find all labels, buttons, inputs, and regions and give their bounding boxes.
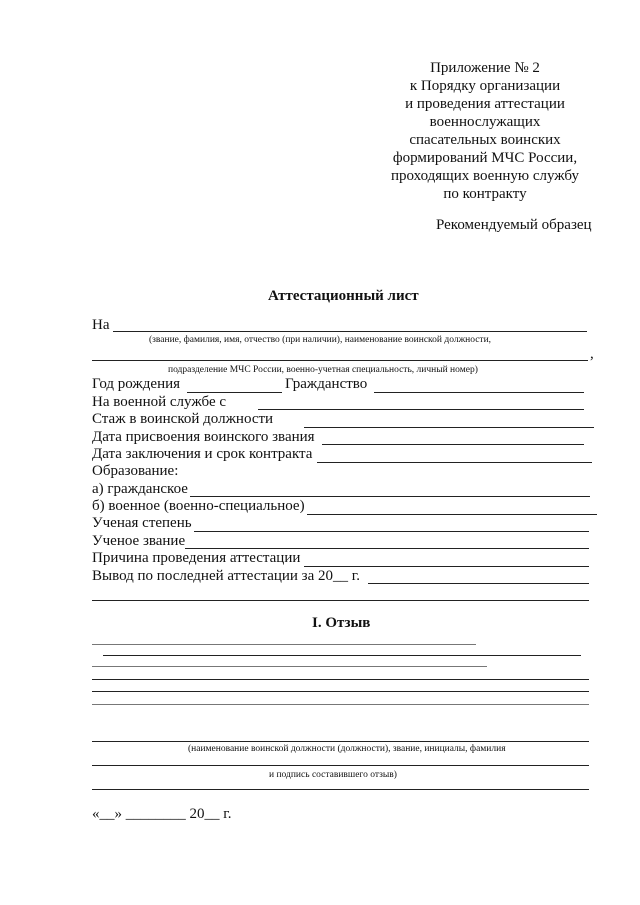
review-line[interactable] bbox=[103, 655, 581, 656]
service-since-field[interactable] bbox=[258, 409, 584, 410]
header-line: проходящих военную службу bbox=[390, 168, 579, 184]
contract-label: Дата заключения и срок контракта bbox=[92, 446, 313, 462]
birth-year-label: Год рождения bbox=[92, 376, 181, 392]
conclusion-field[interactable] bbox=[368, 583, 589, 584]
na-field-line[interactable] bbox=[113, 331, 587, 332]
degree-label: Ученая степень bbox=[92, 515, 192, 531]
birth-year-field[interactable] bbox=[187, 392, 282, 393]
na-hint-2: подразделение МЧС России, военно-учетная специальность, личный номер) bbox=[168, 365, 478, 375]
review-line[interactable] bbox=[92, 679, 589, 680]
citizenship-field[interactable] bbox=[374, 392, 584, 393]
service-since-label: На военной службе с bbox=[92, 394, 227, 410]
header-line: Приложение № 2 bbox=[430, 60, 540, 76]
rank-date-field[interactable] bbox=[322, 444, 584, 445]
appendix-header bbox=[360, 59, 610, 203]
reason-field[interactable] bbox=[304, 566, 589, 567]
header-line: и проведения аттестации bbox=[405, 96, 565, 112]
review-line[interactable] bbox=[92, 691, 589, 692]
review-title: I. Отзыв bbox=[312, 615, 371, 631]
header-line: спасательных воинских bbox=[409, 132, 561, 148]
reviewer-hint-1: (наименование воинской должности (должности), звание, инициалы, фамилия bbox=[188, 744, 506, 754]
rank-date-label: Дата присвоения воинского звания bbox=[92, 429, 315, 445]
comma: , bbox=[590, 346, 594, 362]
academic-title-label: Ученое звание bbox=[92, 533, 186, 549]
contract-field[interactable] bbox=[317, 462, 592, 463]
reviewer-signature-line[interactable] bbox=[92, 765, 589, 766]
conclusion-field-2[interactable] bbox=[92, 600, 589, 601]
na-hint-1: (звание, фамилия, имя, отчество (при наличии), наименование воинской должности, bbox=[149, 335, 492, 345]
reason-label: Причина проведения аттестации bbox=[92, 550, 301, 566]
header-line: военнослужащих bbox=[429, 114, 541, 130]
civil-education-field[interactable] bbox=[190, 496, 590, 497]
header-line: по контракту bbox=[443, 186, 527, 202]
experience-field[interactable] bbox=[304, 427, 594, 428]
conclusion-label: Вывод по последней аттестации за 20__ г. bbox=[92, 568, 360, 584]
review-date: «__» ________ 20__ г. bbox=[92, 806, 232, 822]
form-title: Аттестационный лист bbox=[268, 288, 419, 304]
header-line: к Порядку организации bbox=[409, 78, 561, 94]
experience-label: Стаж в воинской должности bbox=[92, 411, 274, 427]
na-label: На bbox=[92, 317, 110, 333]
recommended-sample-label: Рекомендуемый образец bbox=[436, 217, 592, 233]
citizenship-label: Гражданство bbox=[285, 376, 368, 392]
academic-title-field[interactable] bbox=[185, 548, 589, 549]
degree-field[interactable] bbox=[194, 531, 589, 532]
reviewer-position-line[interactable] bbox=[92, 741, 589, 742]
na-field-line-2[interactable] bbox=[92, 360, 588, 361]
military-education-field[interactable] bbox=[307, 514, 597, 515]
review-line[interactable] bbox=[92, 666, 487, 667]
review-line[interactable] bbox=[92, 644, 476, 645]
reviewer-bottom-line[interactable] bbox=[92, 789, 589, 790]
education-label: Образование: bbox=[92, 463, 179, 479]
header-line: формирований МЧС России, bbox=[392, 150, 578, 166]
review-line[interactable] bbox=[92, 704, 589, 705]
reviewer-hint-2: и подпись составившего отзыв) bbox=[269, 770, 397, 780]
military-education-label: б) военное (военно-специальное) bbox=[92, 498, 305, 514]
civil-education-label: а) гражданское bbox=[92, 481, 188, 497]
